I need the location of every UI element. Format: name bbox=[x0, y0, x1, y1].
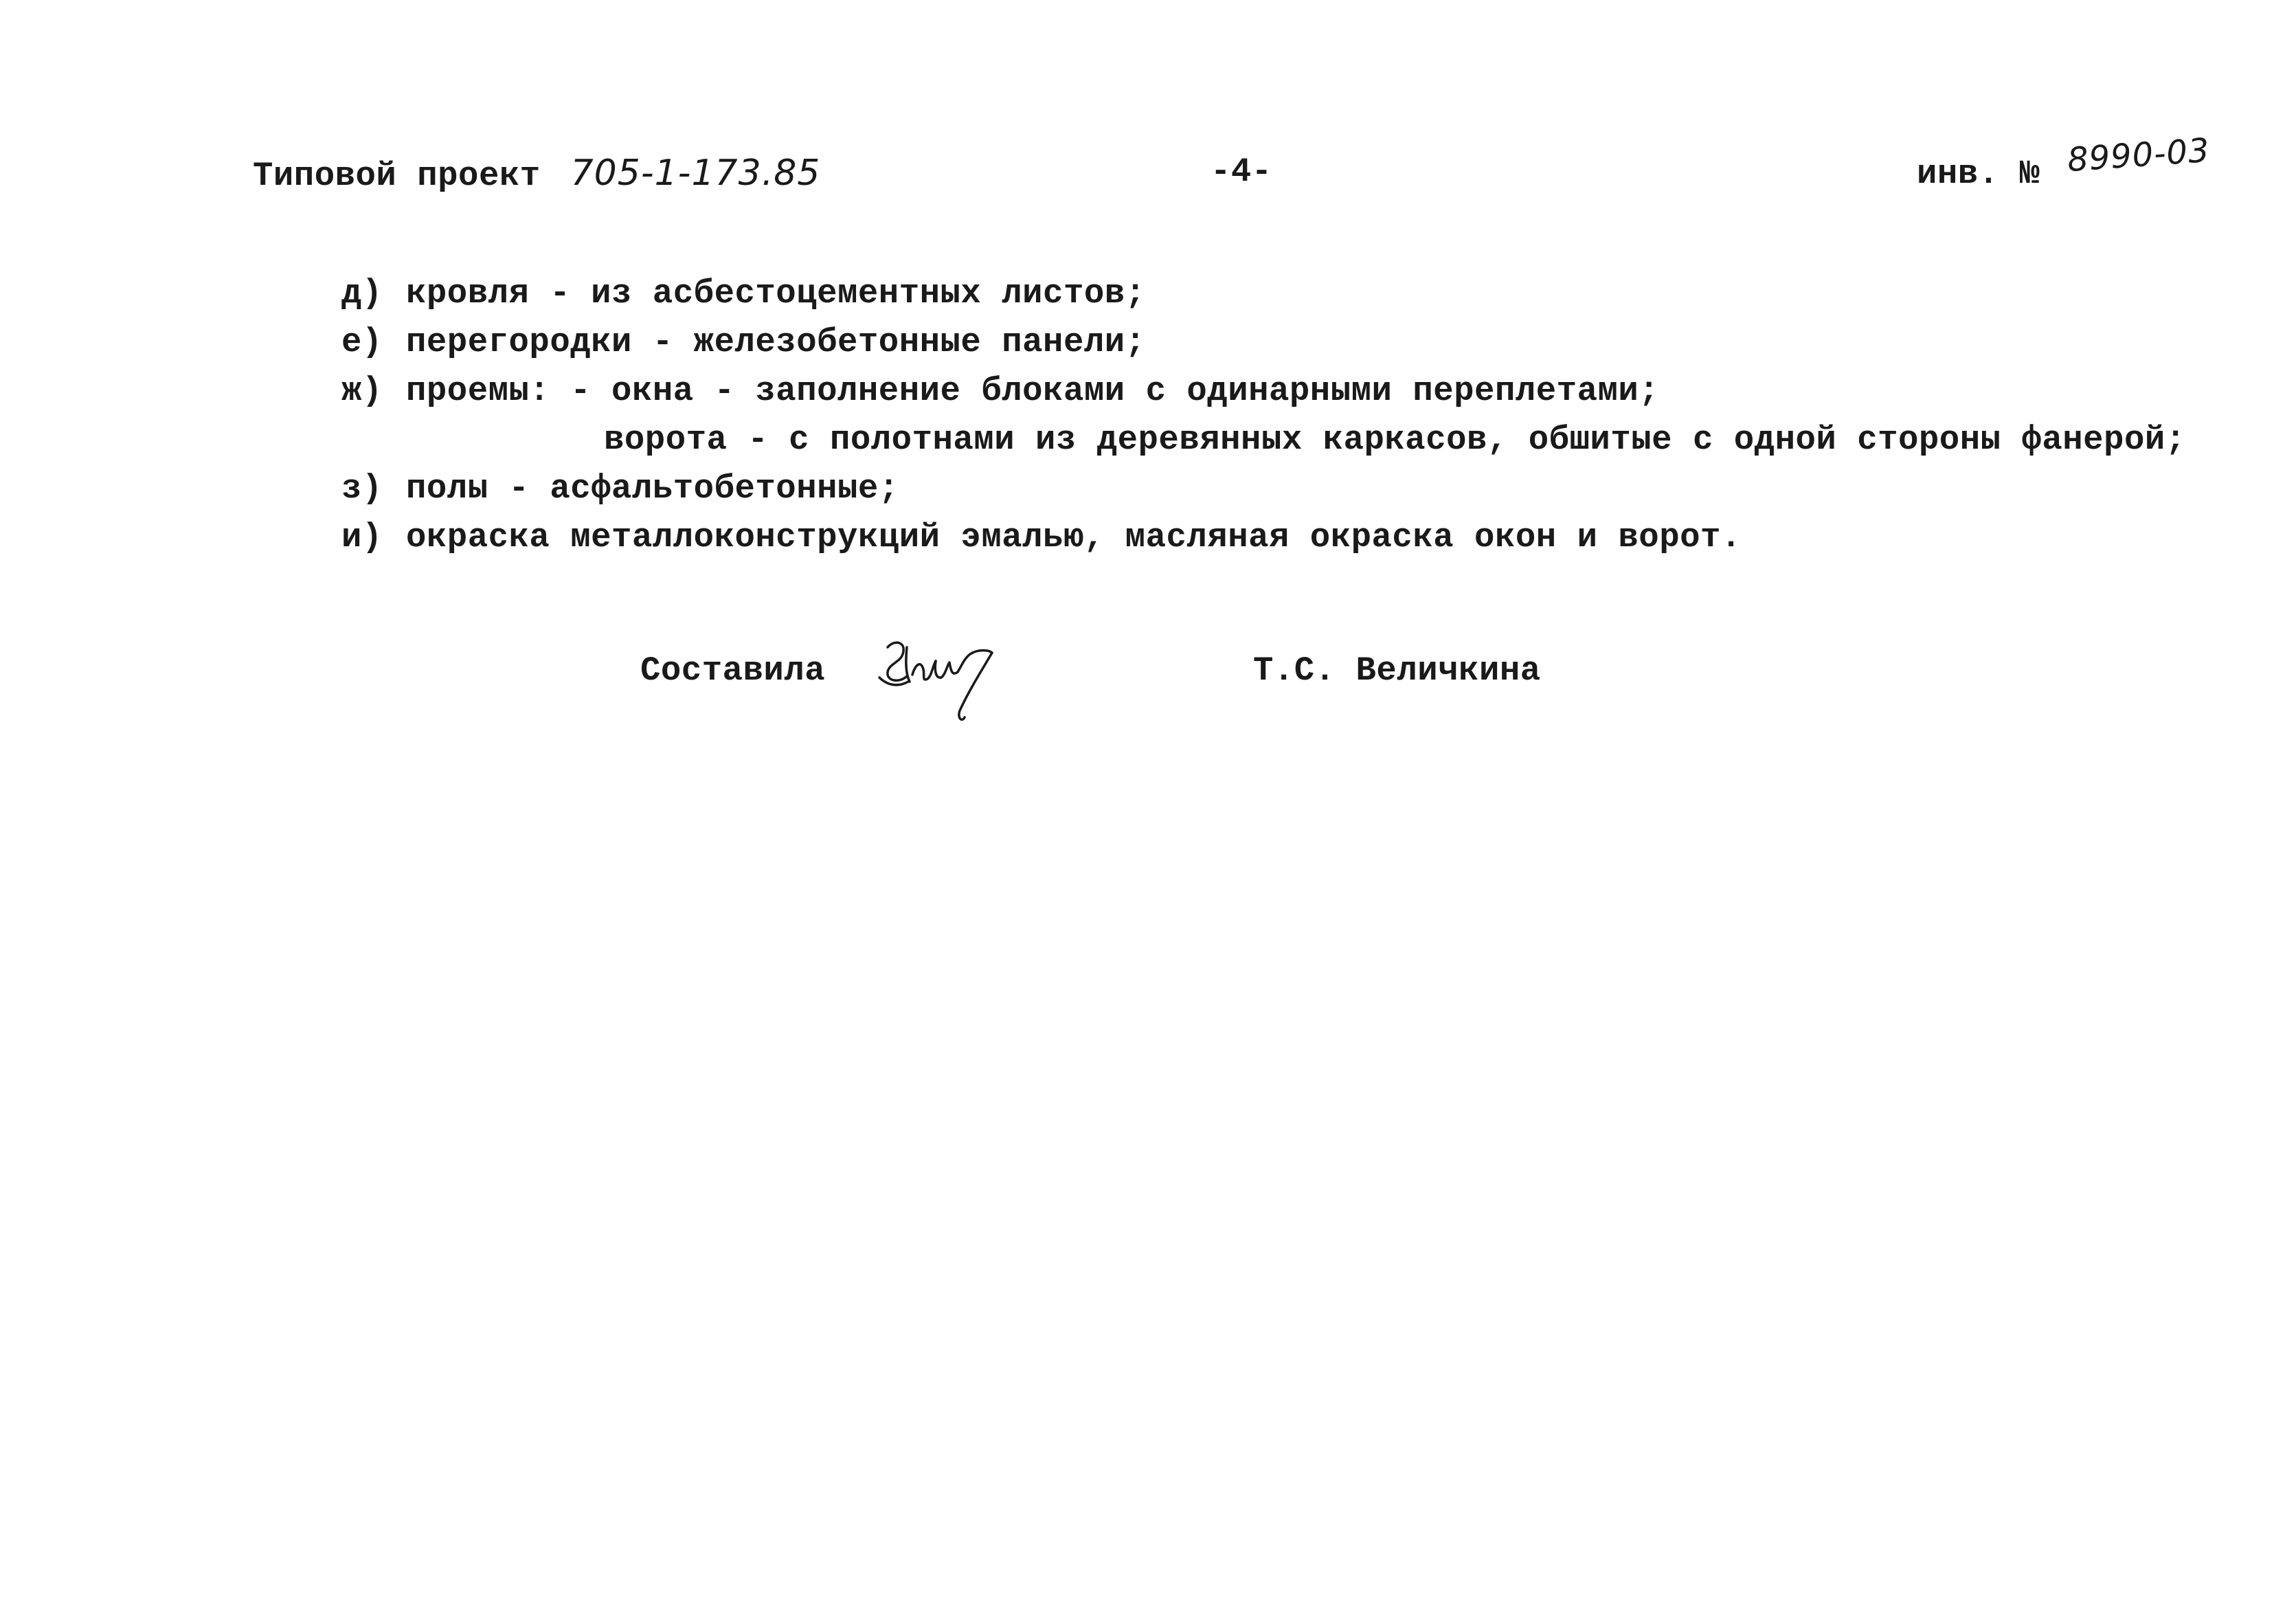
list-item bbox=[341, 318, 2186, 367]
list-item-marker: д) bbox=[341, 274, 383, 313]
list-item-text: ворота - с полотнами из деревянных каркасов, обшитые с одной стороны фанерой; bbox=[604, 421, 2186, 459]
project-label: Типовой проект bbox=[253, 157, 541, 195]
page-number: -4- bbox=[1211, 153, 1272, 191]
list-item-text: окраска металлоконструкций эмалью, масляная окраска окон и ворот. bbox=[406, 518, 1742, 557]
inventory-number: 8990-03 bbox=[2066, 131, 2211, 180]
list-item bbox=[341, 464, 2186, 513]
signatory-name: Т.С. Величкина bbox=[1253, 651, 1541, 690]
signature-block bbox=[640, 651, 1602, 706]
inventory-label: инв. № bbox=[1917, 155, 2040, 193]
list-item-marker: и) bbox=[341, 518, 383, 557]
list-item-text: кровля - из асбестоцементных листов; bbox=[406, 274, 1146, 313]
list-item bbox=[341, 513, 2186, 562]
list-item-marker: е) bbox=[341, 323, 383, 361]
inventory-header bbox=[1917, 131, 2211, 193]
project-number: 705-1-173.85 bbox=[570, 153, 821, 194]
list-item-continuation bbox=[341, 416, 2186, 464]
signature-label: Составила bbox=[640, 651, 826, 690]
specification-list bbox=[341, 269, 2186, 562]
project-header bbox=[253, 153, 820, 195]
list-item bbox=[341, 269, 2186, 318]
list-item bbox=[341, 367, 2186, 416]
handwritten-signature bbox=[867, 627, 998, 730]
list-item-text: проемы: - окна - заполнение блоками с одинарными переплетами; bbox=[406, 372, 1660, 410]
list-item-marker: з) bbox=[341, 469, 383, 508]
list-item-text: полы - асфальтобетонные; bbox=[406, 469, 899, 508]
list-item-text: перегородки - железобетонные панели; bbox=[406, 323, 1146, 361]
list-item-marker: ж) bbox=[341, 372, 383, 410]
